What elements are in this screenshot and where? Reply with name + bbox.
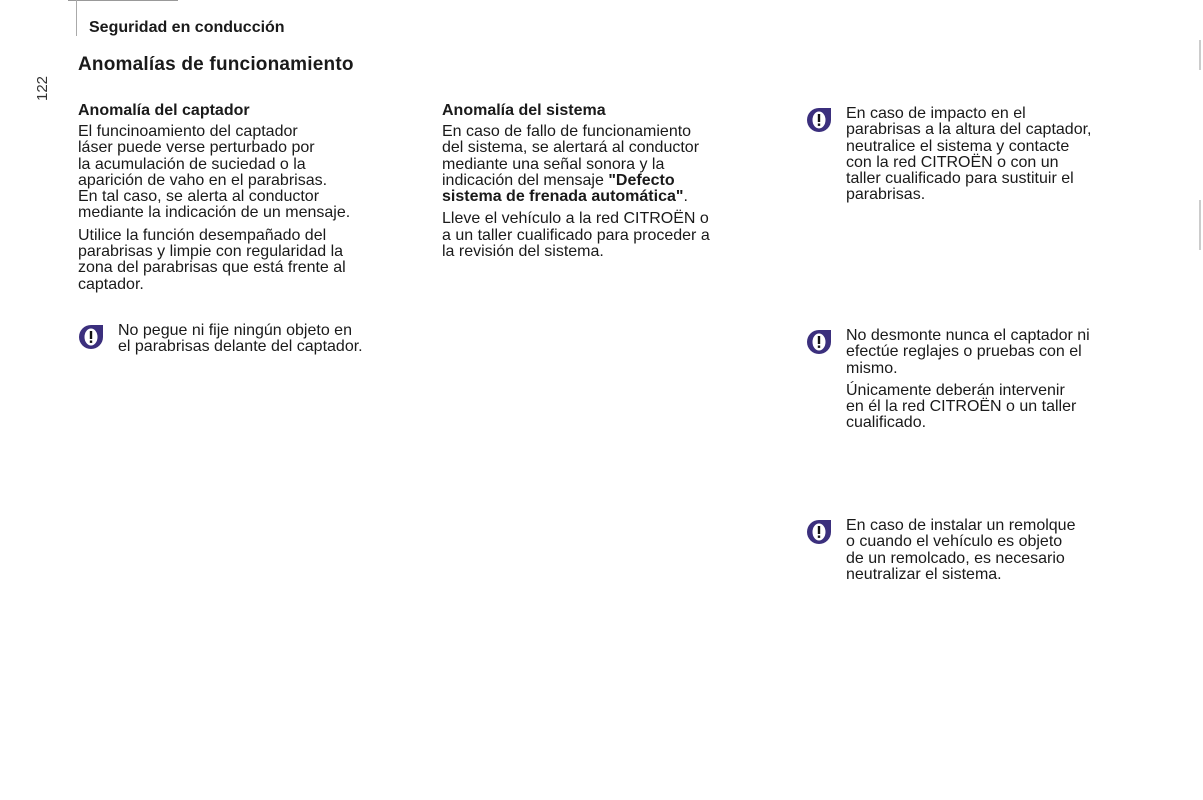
text-line: aparición de vaho en el parabrisas. — [78, 171, 328, 189]
text-line: mediante una señal sonora y la — [442, 155, 665, 173]
warning-icon — [806, 329, 832, 355]
text: indicación del mensaje — [442, 171, 609, 189]
heading-sensor-fault: Anomalía del captador — [78, 102, 250, 119]
message-name: sistema de frenada automática" — [442, 188, 684, 206]
paragraph-lines — [442, 124, 792, 173]
text-line: mediante la indicación de un mensaje. — [78, 204, 351, 222]
text-line: de un remolcado, es necesario — [846, 549, 1065, 567]
column-system-fault — [442, 102, 792, 266]
text-line: en él la red CITROËN o un taller — [846, 398, 1077, 416]
text-line: el parabrisas delante del captador. — [118, 338, 363, 356]
text-line: la revisión del sistema. — [442, 243, 604, 261]
warning-icon — [806, 107, 832, 133]
heading-system-fault: Anomalía del sistema — [442, 102, 606, 119]
text-line: captador. — [78, 275, 144, 293]
text-line: En caso de fallo de funcionamiento — [442, 123, 692, 140]
text-line: del sistema, se alertará al conductor — [442, 139, 700, 157]
paragraph — [78, 124, 428, 222]
page-edge — [1199, 200, 1201, 250]
warning-note — [806, 106, 1091, 210]
header-rule — [68, 0, 178, 1]
text-line: No pegue ni fije ningún objeto en — [118, 322, 352, 339]
warning-note — [78, 323, 363, 362]
text-line: El funcinoamiento del captador — [78, 123, 298, 140]
paragraph — [78, 228, 428, 293]
text-line: cualificado. — [846, 414, 927, 432]
warning-icon — [806, 519, 832, 545]
text-line: a un taller cualificado para proceder a — [442, 226, 710, 244]
text-line: zona del parabrisas que está frente al — [78, 259, 346, 277]
text-line: con la red CITROËN o con un — [846, 153, 1059, 171]
text-line: o cuando el vehículo es objeto — [846, 533, 1063, 551]
note-text — [846, 328, 1090, 377]
text-line: Únicamente deberán intervenir — [846, 381, 1065, 399]
text-line: efectúe reglajes o pruebas con el — [846, 343, 1082, 361]
section-label: Seguridad en conducción — [89, 19, 285, 36]
header-marker — [76, 0, 77, 36]
text-line: mismo. — [846, 359, 898, 377]
text-line: taller cualificado para sustituir el — [846, 170, 1074, 188]
note-text — [846, 106, 1091, 204]
text: . — [683, 188, 688, 206]
text-line: Utilice la función desempañado del — [78, 226, 327, 244]
warning-note — [806, 328, 1090, 438]
text-line: parabrisas y limpie con regularidad la — [78, 243, 344, 261]
text-line: neutralizar el sistema. — [846, 565, 1002, 583]
text-line: No desmonte nunca el captador ni — [846, 327, 1090, 344]
message-name: "Defecto — [608, 171, 675, 189]
warning-note — [806, 518, 1075, 589]
note-text — [846, 383, 1090, 432]
page-edge — [1199, 40, 1201, 70]
text-line: la acumulación de suciedad o la — [78, 155, 306, 173]
paragraph — [442, 124, 792, 205]
text-line: láser puede verse perturbado por — [78, 139, 315, 157]
text-line: neutralice el sistema y contacte — [846, 137, 1070, 155]
page-number: 122 — [34, 75, 52, 102]
text-line: Lleve el vehículo a la red CITROËN o — [442, 210, 709, 228]
text-line: En caso de impacto en el — [846, 105, 1026, 122]
note-text — [118, 323, 363, 356]
text-line: parabrisas a la altura del captador, — [846, 121, 1092, 139]
text-line: En tal caso, se alerta al conductor — [78, 188, 320, 206]
warning-icon — [78, 324, 104, 350]
page-title: Anomalías de funcionamiento — [78, 54, 354, 75]
text-line: En caso de instalar un remolque — [846, 517, 1076, 534]
column-sensor-fault — [78, 102, 428, 299]
text-line: parabrisas. — [846, 186, 926, 204]
paragraph — [442, 211, 792, 260]
note-text — [846, 518, 1075, 583]
